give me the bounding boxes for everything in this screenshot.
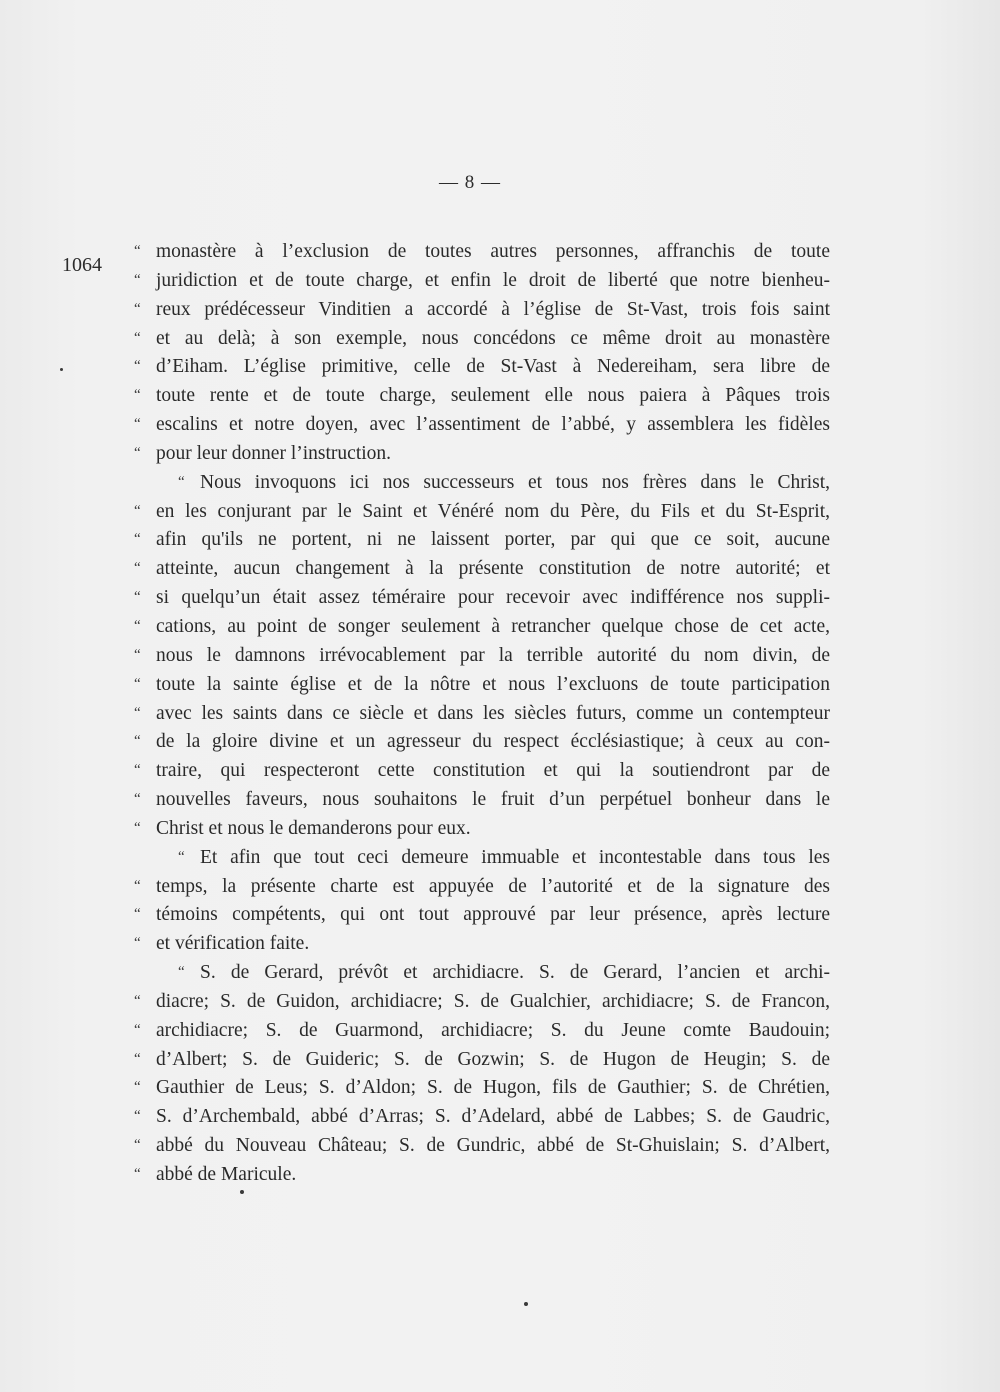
quote-mark: “ <box>134 271 141 288</box>
text-line <box>134 296 830 325</box>
line-text: en les conjurant par le Saint et Vénéré nom du Père, du Fils et du St-Esprit, <box>156 500 830 522</box>
line-text: d’Eiham. L’église primitive, celle de St-Vast à Nedereiham, sera libre de <box>156 356 830 378</box>
margin-year: 1064 <box>62 254 102 276</box>
text-line <box>134 1103 830 1132</box>
text-line <box>134 815 830 844</box>
quote-mark: “ <box>134 877 141 894</box>
quote-mark: “ <box>134 358 141 375</box>
line-text: abbé du Nouveau Château; S. de Gundric, abbé de St-Ghuislain; S. d’Albert, <box>156 1135 830 1157</box>
line-text: S. de Gerard, prévôt et archidiacre. S. de Gerard, l’ancien et archi- <box>200 962 830 984</box>
line-text: toute rente et de toute charge, seulement elle nous paiera à Pâques trois <box>156 385 830 407</box>
text-line <box>134 1132 830 1161</box>
quote-mark: “ <box>178 848 185 865</box>
line-text: S. d’Archembald, abbé d’Arras; S. d’Adelard, abbé de Labbes; S. de Gaudric, <box>156 1106 830 1128</box>
line-text: archidiacre; S. de Guarmond, archidiacre; S. du Jeune comte Baudouin; <box>156 1019 830 1041</box>
quote-mark: “ <box>134 675 141 692</box>
quote-mark: “ <box>134 1108 141 1125</box>
line-text: diacre; S. de Guidon, archidiacre; S. de Gualchier, archidiacre; S. de Francon, <box>156 990 830 1012</box>
text-line <box>134 757 830 786</box>
line-text: Christ et nous le demanderons pour eux. <box>156 817 471 839</box>
line-text: traire, qui respecteront cette constitution et qui la soutiendront par de <box>156 760 830 782</box>
line-text: témoins compétents, qui ont tout approuvé par leur présence, après lecture <box>156 904 830 926</box>
text-line <box>134 238 830 267</box>
quote-mark: “ <box>134 243 141 259</box>
text-line <box>134 786 830 815</box>
text-line <box>134 613 830 642</box>
quote-mark: “ <box>134 444 141 461</box>
quote-mark: “ <box>134 1137 141 1154</box>
quote-mark: “ <box>134 502 141 519</box>
quote-mark: “ <box>178 964 185 981</box>
text-line <box>134 1074 830 1103</box>
text-line <box>134 959 830 988</box>
line-text: et vérification faite. <box>156 933 310 955</box>
text-line <box>134 642 830 671</box>
quote-mark: “ <box>134 646 141 663</box>
text-line <box>134 526 830 555</box>
line-text: nouvelles faveurs, nous souhaitons le fruit d’un perpétuel bonheur dans le <box>156 789 830 811</box>
text-line <box>134 930 830 959</box>
speck-mark <box>524 1302 528 1306</box>
text-line <box>134 325 830 354</box>
quote-mark: “ <box>134 589 141 606</box>
quote-mark: “ <box>178 473 185 490</box>
quote-mark: “ <box>134 531 141 548</box>
text-line <box>134 411 830 440</box>
line-text: si quelqu’un était assez téméraire pour recevoir avec indifférence nos suppli- <box>156 587 830 609</box>
text-line <box>134 469 830 498</box>
line-text: afin qu'ils ne portent, ni ne laissent porter, par qui que ce soit, aucune <box>156 529 830 551</box>
line-text: atteinte, aucun changement à la présente constitution de notre autorité; et <box>156 558 830 580</box>
line-text: et au delà; à son exemple, nous concédons ce même droit au monastère <box>156 327 830 349</box>
text-line <box>134 988 830 1017</box>
quote-mark: “ <box>134 704 141 721</box>
quote-mark: “ <box>134 329 141 346</box>
quote-mark: “ <box>134 1079 141 1096</box>
line-text: Nous invoquons ici nos successeurs et tous nos frères dans le Christ, <box>200 471 830 493</box>
text-line <box>134 1046 830 1075</box>
page-number: — 8 — <box>439 172 501 193</box>
line-text: escalins et notre doyen, avec l’assentiment de l’abbé, y assemblera les fidèles <box>156 414 830 436</box>
line-text: avec les saints dans ce siècle et dans les siècles futurs, comme un contempteur <box>156 702 830 724</box>
text-line <box>134 555 830 584</box>
line-text: cations, au point de songer seulement à retrancher quelque chose de cet acte, <box>156 615 830 637</box>
quote-mark: “ <box>134 617 141 634</box>
quote-mark: “ <box>134 906 141 923</box>
text-line <box>134 382 830 411</box>
quote-mark: “ <box>134 733 141 750</box>
speck-mark <box>240 1190 244 1194</box>
line-text: temps, la présente charte est appuyée de l’autorité et de la signature des <box>156 875 830 897</box>
quote-mark: “ <box>134 819 141 836</box>
quote-mark: “ <box>134 1166 141 1182</box>
line-text: abbé de Maricule. <box>156 1164 297 1185</box>
text-line <box>134 901 830 930</box>
text-line <box>134 1017 830 1046</box>
line-text: de la gloire divine et un agresseur du respect écclésiastique; à ceux au con- <box>156 731 830 753</box>
text-line <box>134 267 830 296</box>
quote-mark: “ <box>134 1021 141 1038</box>
text-line <box>134 844 830 873</box>
line-text: pour leur donner l’instruction. <box>156 442 392 464</box>
line-text: d’Albert; S. de Guideric; S. de Gozwin; S. de Hugon de Heugin; S. de <box>156 1048 830 1070</box>
text-line <box>134 584 830 613</box>
quote-mark: “ <box>134 1050 141 1067</box>
quote-mark: “ <box>134 300 141 317</box>
quote-mark: “ <box>134 387 141 404</box>
quote-mark: “ <box>134 992 141 1009</box>
line-text: juridiction et de toute charge, et enfin le droit de liberté que notre bienheu- <box>156 269 830 291</box>
line-text: nous le damnons irrévocablement par la terrible autorité du nom divin, de <box>156 644 830 666</box>
text-line <box>134 873 830 902</box>
line-text: Gauthier de Leus; S. d’Aldon; S. de Hugon, fils de Gauthier; S. de Chrétien, <box>156 1077 830 1099</box>
text-line <box>134 728 830 757</box>
line-text: monastère à l’exclusion de toutes autres personnes, affranchis de toute <box>156 241 830 262</box>
line-text: reux prédécesseur Vinditien a accordé à l’église de St-Vast, trois fois saint <box>156 298 830 320</box>
text-line <box>134 440 830 469</box>
charter-text <box>134 238 830 1190</box>
quote-mark: “ <box>134 560 141 577</box>
quote-mark: “ <box>134 762 141 779</box>
line-text: Et afin que tout ceci demeure immuable et incontestable dans tous les <box>200 846 830 868</box>
text-line <box>134 498 830 527</box>
text-line <box>134 353 830 382</box>
quote-mark: “ <box>134 935 141 952</box>
quote-mark: “ <box>134 416 141 433</box>
text-line <box>134 700 830 729</box>
line-text: toute la sainte église et de la nôtre et nous l’excluons de toute participation <box>156 673 830 695</box>
speck-mark <box>60 368 63 371</box>
quote-mark: “ <box>134 791 141 808</box>
text-line <box>134 671 830 700</box>
text-line <box>134 1161 830 1190</box>
